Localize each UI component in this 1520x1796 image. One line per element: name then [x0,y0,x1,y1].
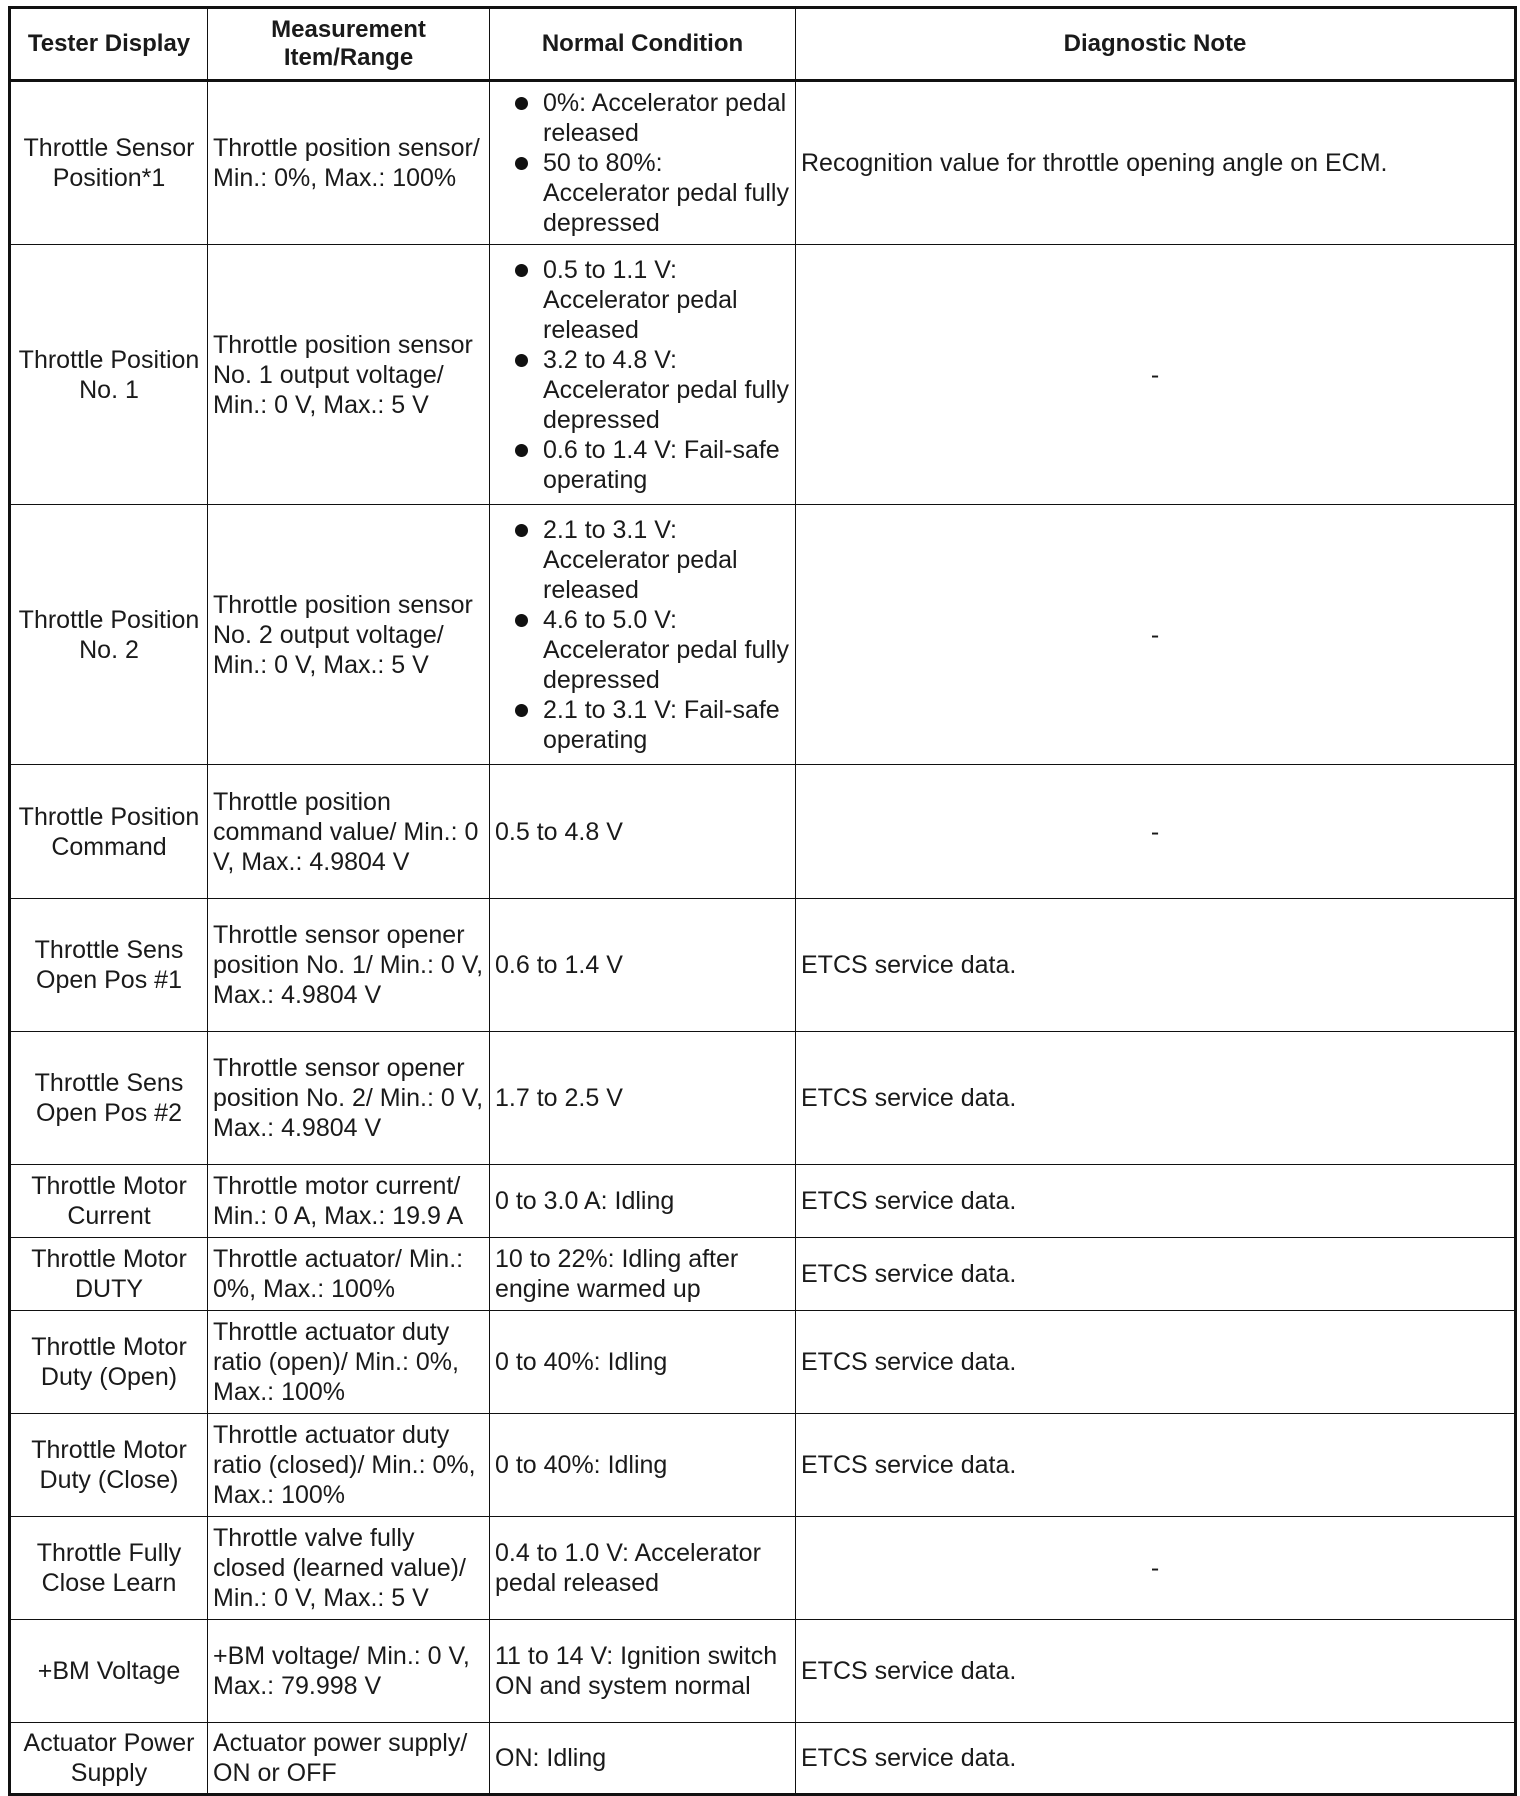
measurement-cell: Throttle actuator duty ratio (open)/ Min.: 0%, Max.: 100% [208,1311,490,1414]
normal-condition-cell [490,245,796,505]
data-list-table [8,6,1517,1796]
normal-condition-cell: 0 to 3.0 A: Idling [490,1165,796,1238]
diagnostic-note-cell: ETCS service data. [796,899,1516,1032]
tester-display-cell: Throttle Position Command [10,765,208,899]
normal-condition-cell: 0 to 40%: Idling [490,1311,796,1414]
header-diagnostic-note: Diagnostic Note [796,8,1516,81]
tester-display-cell: Throttle Position No. 2 [10,505,208,765]
diagnostic-note-cell: ETCS service data. [796,1032,1516,1165]
measurement-cell: Actuator power supply/ ON or OFF [208,1723,490,1795]
normal-condition-cell: 0 to 40%: Idling [490,1414,796,1517]
measurement-cell: Throttle position sensor No. 1 output voltage/ Min.: 0 V, Max.: 5 V [208,245,490,505]
list-item: 4.6 to 5.0 V: Accelerator pedal fully depressed [495,605,790,695]
measurement-cell: Throttle valve fully closed (learned value)/ Min.: 0 V, Max.: 5 V [208,1517,490,1620]
list-item: 50 to 80%: Accelerator pedal fully depressed [495,148,790,238]
table-row [10,1620,1516,1723]
data-list-sheet [8,6,1517,1796]
diagnostic-note-cell: Recognition value for throttle opening angle on ECM. [796,81,1516,245]
normal-condition-cell: 10 to 22%: Idling after engine warmed up [490,1238,796,1311]
tester-display-cell: Throttle Motor Duty (Open) [10,1311,208,1414]
tester-display-cell: Throttle Sens Open Pos #2 [10,1032,208,1165]
tester-display-cell: +BM Voltage [10,1620,208,1723]
table-row [10,765,1516,899]
tester-display-cell: Throttle Motor DUTY [10,1238,208,1311]
header-measurement: Measurement Item/Range [208,8,490,81]
diagnostic-note-cell: - [796,765,1516,899]
normal-condition-cell [490,505,796,765]
header-row [10,8,1516,81]
list-item: 0.5 to 1.1 V: Accelerator pedal released [495,255,790,345]
normal-condition-cell: ON: Idling [490,1723,796,1795]
table-row [10,1723,1516,1795]
diagnostic-note-cell: - [796,505,1516,765]
measurement-cell: +BM voltage/ Min.: 0 V, Max.: 79.998 V [208,1620,490,1723]
table-row [10,245,1516,505]
tester-display-cell: Throttle Motor Duty (Close) [10,1414,208,1517]
tester-display-cell: Throttle Motor Current [10,1165,208,1238]
tester-display-cell: Throttle Position No. 1 [10,245,208,505]
list-item: 0%: Accelerator pedal released [495,88,790,148]
table-row [10,1414,1516,1517]
measurement-cell: Throttle sensor opener position No. 1/ Min.: 0 V, Max.: 4.9804 V [208,899,490,1032]
list-item: 2.1 to 3.1 V: Accelerator pedal released [495,515,790,605]
table-row [10,1165,1516,1238]
list-item: 2.1 to 3.1 V: Fail-safe operating [495,695,790,755]
measurement-cell: Throttle motor current/ Min.: 0 A, Max.: 19.9 A [208,1165,490,1238]
normal-condition-list [495,515,790,755]
table-row [10,81,1516,245]
normal-condition-cell: 11 to 14 V: Ignition switch ON and system normal [490,1620,796,1723]
normal-condition-list [495,88,790,238]
measurement-cell: Throttle position command value/ Min.: 0 V, Max.: 4.9804 V [208,765,490,899]
measurement-cell: Throttle actuator/ Min.: 0%, Max.: 100% [208,1238,490,1311]
diagnostic-note-cell: ETCS service data. [796,1165,1516,1238]
diagnostic-note-cell: ETCS service data. [796,1311,1516,1414]
table-row [10,1032,1516,1165]
diagnostic-note-cell: ETCS service data. [796,1723,1516,1795]
list-item: 0.6 to 1.4 V: Fail-safe operating [495,435,790,495]
table-row [10,1311,1516,1414]
diagnostic-note-cell: - [796,1517,1516,1620]
table-row [10,1238,1516,1311]
list-item: 3.2 to 4.8 V: Accelerator pedal fully depressed [495,345,790,435]
tester-display-cell: Throttle Sensor Position*1 [10,81,208,245]
tester-display-cell: Actuator Power Supply [10,1723,208,1795]
normal-condition-cell [490,81,796,245]
header-tester-display: Tester Display [10,8,208,81]
measurement-cell: Throttle position sensor No. 2 output voltage/ Min.: 0 V, Max.: 5 V [208,505,490,765]
table-row [10,505,1516,765]
diagnostic-note-cell: ETCS service data. [796,1620,1516,1723]
measurement-cell: Throttle actuator duty ratio (closed)/ Min.: 0%, Max.: 100% [208,1414,490,1517]
measurement-cell: Throttle sensor opener position No. 2/ Min.: 0 V, Max.: 4.9804 V [208,1032,490,1165]
table-row [10,1517,1516,1620]
table-row [10,899,1516,1032]
tester-display-cell: Throttle Fully Close Learn [10,1517,208,1620]
tester-display-cell: Throttle Sens Open Pos #1 [10,899,208,1032]
normal-condition-cell: 0.6 to 1.4 V [490,899,796,1032]
header-normal-condition: Normal Condition [490,8,796,81]
normal-condition-cell: 0.4 to 1.0 V: Accelerator pedal released [490,1517,796,1620]
measurement-cell: Throttle position sensor/ Min.: 0%, Max.: 100% [208,81,490,245]
diagnostic-note-cell: ETCS service data. [796,1238,1516,1311]
diagnostic-note-cell: ETCS service data. [796,1414,1516,1517]
normal-condition-list [495,255,790,495]
diagnostic-note-cell: - [796,245,1516,505]
normal-condition-cell: 0.5 to 4.8 V [490,765,796,899]
normal-condition-cell: 1.7 to 2.5 V [490,1032,796,1165]
